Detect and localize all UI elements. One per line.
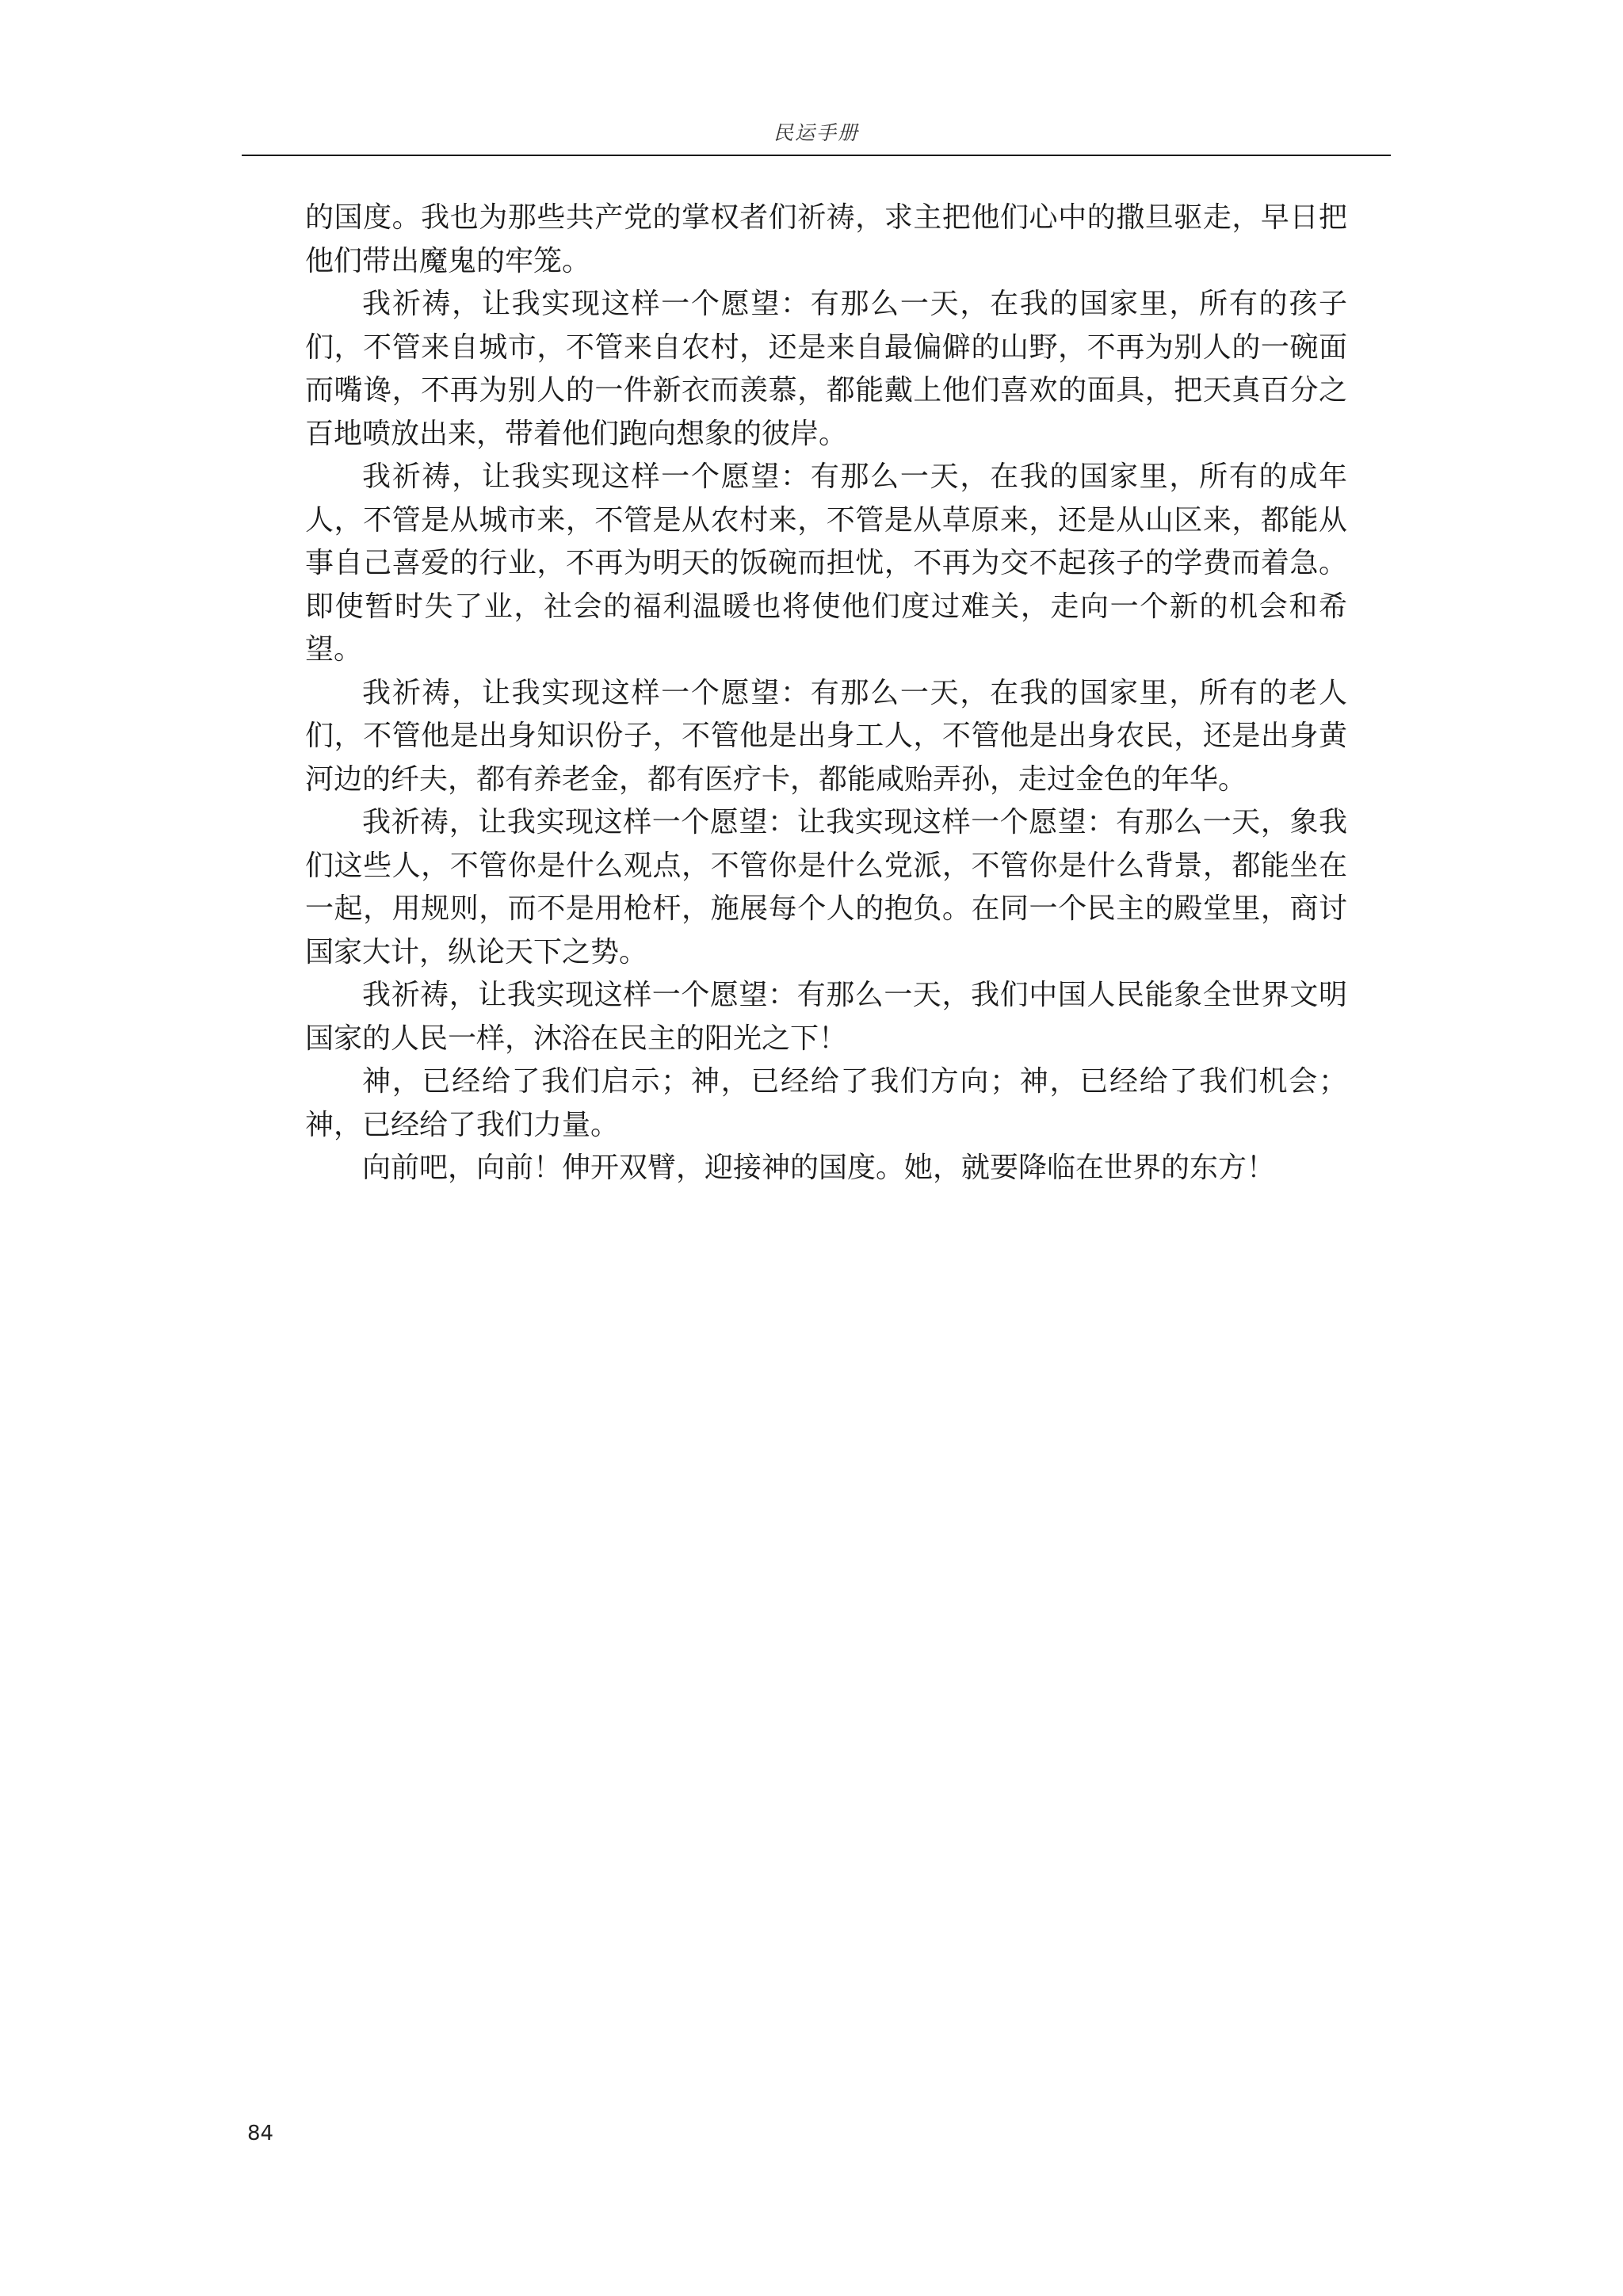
paragraph-closing: 向前吧，向前！伸开双臂，迎接神的国度。她，就要降临在世界的东方！	[362, 1152, 1276, 1184]
paragraph-god-given: 神，已经给了我们启示；神，已经给了我们方向；神，已经给了我们机会；神，已经给了我们力量。	[305, 1065, 1347, 1141]
paragraph-continuation: 的国度。我也为那些共产党的掌权者们祈祷，求主把他们心中的撒旦驱走，早日把他们带出魔鬼的牢笼。	[305, 201, 1347, 277]
paragraph-people-prayer: 我祈祷，让我实现这样一个愿望：有那么一天，我们中国人民能象全世界文明国家的人民一样，沐浴在民主的阳光之下！	[305, 979, 1347, 1055]
header-divider	[242, 155, 1391, 156]
paragraph-children-prayer: 我祈祷，让我实现这样一个愿望：有那么一天，在我的国家里，所有的孩子们，不管来自城市，不管来自农村，还是来自最偏僻的山野，不再为别人的一碗面而嘴谗，不再为别人的一件新衣而羡慕，都能戴上他们喜欢的面具，把天真百分之百地喷放出来，带着他们跑向想象的彼岸。	[305, 288, 1347, 450]
page-body	[305, 197, 1347, 1190]
paragraph-democracy-prayer: 我祈祷，让我实现这样一个愿望：让我实现这样一个愿望：有那么一天，象我们这些人，不管你是什么观点，不管你是什么党派，不管你是什么背景，都能坐在一起，用规则，而不是用枪杆，施展每个人的抱负。在同一个民主的殿堂里，商讨国家大计，纵论天下之势。	[305, 806, 1347, 968]
paragraph-adults-prayer: 我祈祷，让我实现这样一个愿望：有那么一天，在我的国家里，所有的成年人，不管是从城市来，不管是从农村来，不管是从草原来，还是从山区来，都能从事自己喜爱的行业，不再为明天的饭碗而担忧，不再为交不起孩子的学费而着急。即使暂时失了业，社会的福利温暖也将使他们度过难关，走向一个新的机会和希望。	[305, 460, 1347, 666]
page-number: 84	[247, 2122, 274, 2145]
running-header: 民运手册	[773, 121, 859, 144]
paragraph-elders-prayer: 我祈祷，让我实现这样一个愿望：有那么一天，在我的国家里，所有的老人们，不管他是出身知识份子，不管他是出身工人，不管他是出身农民，还是出身黄河边的纤夫，都有养老金，都有医疗卡，都能咸贻弄孙，走过金色的年华。	[305, 676, 1347, 796]
